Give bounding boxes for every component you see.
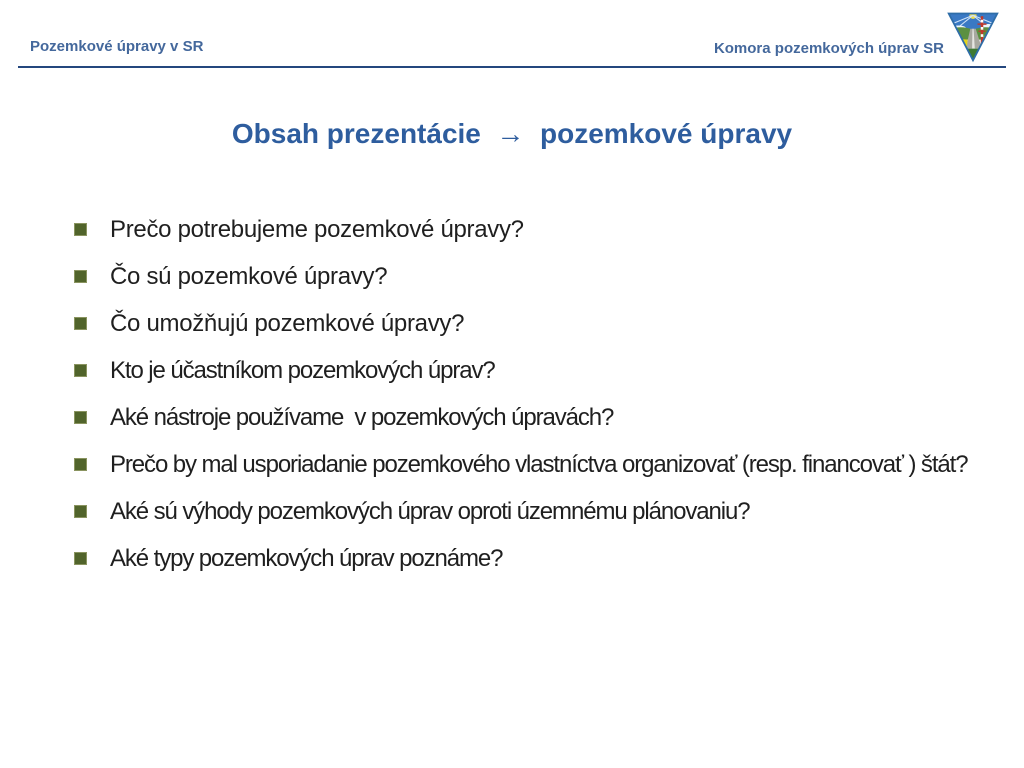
header-right-label: Komora pozemkových úprav SR (713, 40, 944, 57)
olive-square-bullet-icon (75, 271, 86, 282)
list-item-text: Čo sú pozemkové úpravy? (110, 263, 388, 290)
bullet-list (75, 206, 980, 582)
list-item-text: Aké typy pozemkových úprav poznáme? (110, 545, 503, 572)
olive-square-bullet-icon (75, 412, 86, 423)
list-item (75, 535, 980, 582)
list-item-text: Prečo by mal usporiadanie pozemkového vlastníctva organizovať (resp. financovať ) štát? (110, 451, 968, 478)
olive-square-bullet-icon (75, 459, 86, 470)
list-item (75, 394, 980, 441)
header-left-label: Pozemkové úpravy v SR (30, 38, 204, 55)
list-item (75, 488, 980, 535)
header-divider (18, 66, 1006, 68)
list-item (75, 253, 980, 300)
triangle-landscape-logo-icon (944, 9, 1002, 63)
list-item (75, 300, 980, 347)
list-item-text: Aké sú výhody pozemkových úprav oproti územnému plánovaniu? (110, 498, 750, 525)
olive-square-bullet-icon (75, 318, 86, 329)
olive-square-bullet-icon (75, 553, 86, 564)
olive-square-bullet-icon (75, 365, 86, 376)
list-item-text: Prečo potrebujeme pozemkové úpravy? (110, 216, 524, 243)
list-item-text: Aké nástroje používame v pozemkových úpravách? (110, 404, 614, 431)
olive-square-bullet-icon (75, 224, 86, 235)
list-item (75, 441, 980, 488)
list-item-text: Kto je účastníkom pozemkových úprav? (110, 357, 495, 384)
list-item (75, 206, 980, 253)
slide-title: Obsah prezentácie → pozemkové úpravy (231, 118, 793, 149)
olive-square-bullet-icon (75, 506, 86, 517)
list-item (75, 347, 980, 394)
list-item-text: Čo umožňujú pozemkové úpravy? (110, 310, 465, 337)
